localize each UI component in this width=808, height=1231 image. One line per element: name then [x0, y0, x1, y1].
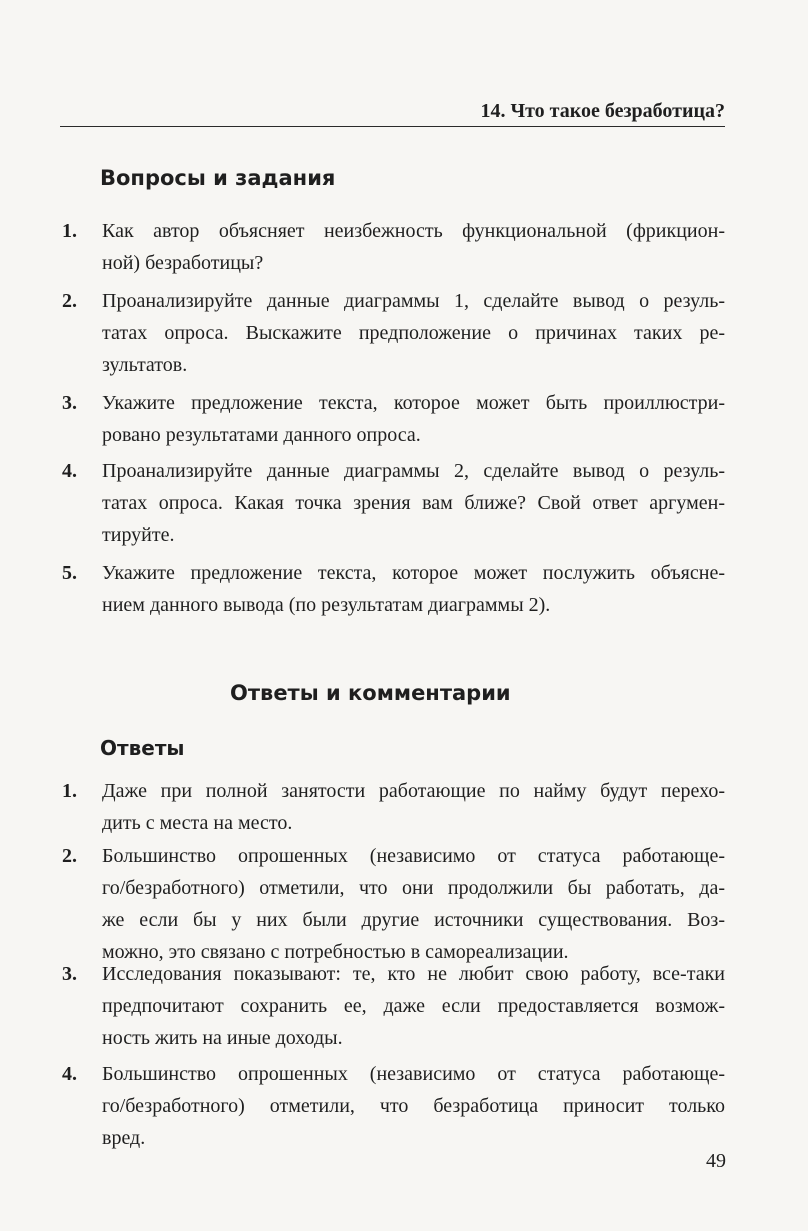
question-line: тируйте.	[102, 524, 175, 546]
running-head: 14. Что такое безработица?	[480, 100, 725, 122]
question-number: 1.	[62, 220, 77, 242]
page-number: 49	[706, 1150, 726, 1172]
answer-item-2	[62, 840, 725, 968]
question-number: 4.	[62, 460, 77, 482]
answer-item-4	[62, 1058, 725, 1154]
header-rule	[60, 126, 725, 127]
question-line: Проанализируйте данные диаграммы 1, сделайте вывод о резуль-	[102, 290, 725, 312]
questions-title: Вопросы и задания	[100, 166, 336, 190]
answer-item-3	[62, 958, 725, 1054]
question-line: ровано результатами данного опроса.	[102, 424, 421, 446]
question-item-1	[62, 215, 725, 279]
question-item-4	[62, 455, 725, 551]
answer-line: Большинство опрошенных (независимо от статуса работающе-	[102, 1063, 725, 1085]
answer-line: го/безработного) отметили, что безработица приносит только	[102, 1095, 725, 1117]
question-number: 5.	[62, 562, 77, 584]
question-line: татах опроса. Выскажите предположение о причинах таких ре-	[102, 322, 725, 344]
question-item-5	[62, 557, 725, 621]
answer-line: Исследования показывают: те, кто не любит свою работу, все-таки	[102, 963, 725, 985]
question-line: зультатов.	[102, 354, 188, 376]
question-line: ной) безработицы?	[102, 252, 264, 274]
question-line: Укажите предложение текста, которое может быть проиллюстри-	[102, 392, 725, 414]
answers-subtitle: Ответы	[100, 736, 185, 760]
answers-title: Ответы и комментарии	[230, 681, 511, 705]
question-line: Укажите предложение текста, которое может послужить объясне-	[102, 562, 725, 584]
answer-line: Большинство опрошенных (независимо от статуса работающе-	[102, 845, 725, 867]
answer-line: ность жить на иные доходы.	[102, 1027, 343, 1049]
answer-number: 4.	[62, 1063, 77, 1085]
answer-line: дить с места на место.	[102, 812, 293, 834]
question-item-3	[62, 387, 725, 451]
question-number: 2.	[62, 290, 77, 312]
answer-number: 1.	[62, 780, 77, 802]
answer-line: предпочитают сохранить ее, даже если предоставляется возмож-	[102, 995, 725, 1017]
answer-line: вред.	[102, 1127, 146, 1149]
answer-line: можно, это связано с потребностью в самореализации.	[102, 941, 569, 963]
answer-line: Даже при полной занятости работающие по найму будут перехо-	[102, 780, 725, 802]
question-line: Как автор объясняет неизбежность функциональной (фрикцион-	[102, 220, 725, 242]
answer-number: 2.	[62, 845, 77, 867]
answer-line: го/безработного) отметили, что они продолжили бы работать, да-	[102, 877, 725, 899]
question-number: 3.	[62, 392, 77, 414]
question-line: Проанализируйте данные диаграммы 2, сделайте вывод о резуль-	[102, 460, 725, 482]
answer-item-1	[62, 775, 725, 839]
question-item-2	[62, 285, 725, 381]
question-line: нием данного вывода (по результатам диаграммы 2).	[102, 594, 551, 616]
question-line: татах опроса. Какая точка зрения вам ближе? Свой ответ аргумен-	[102, 492, 725, 514]
answer-line: же если бы у них были другие источники существования. Воз-	[102, 909, 725, 931]
answer-number: 3.	[62, 963, 77, 985]
